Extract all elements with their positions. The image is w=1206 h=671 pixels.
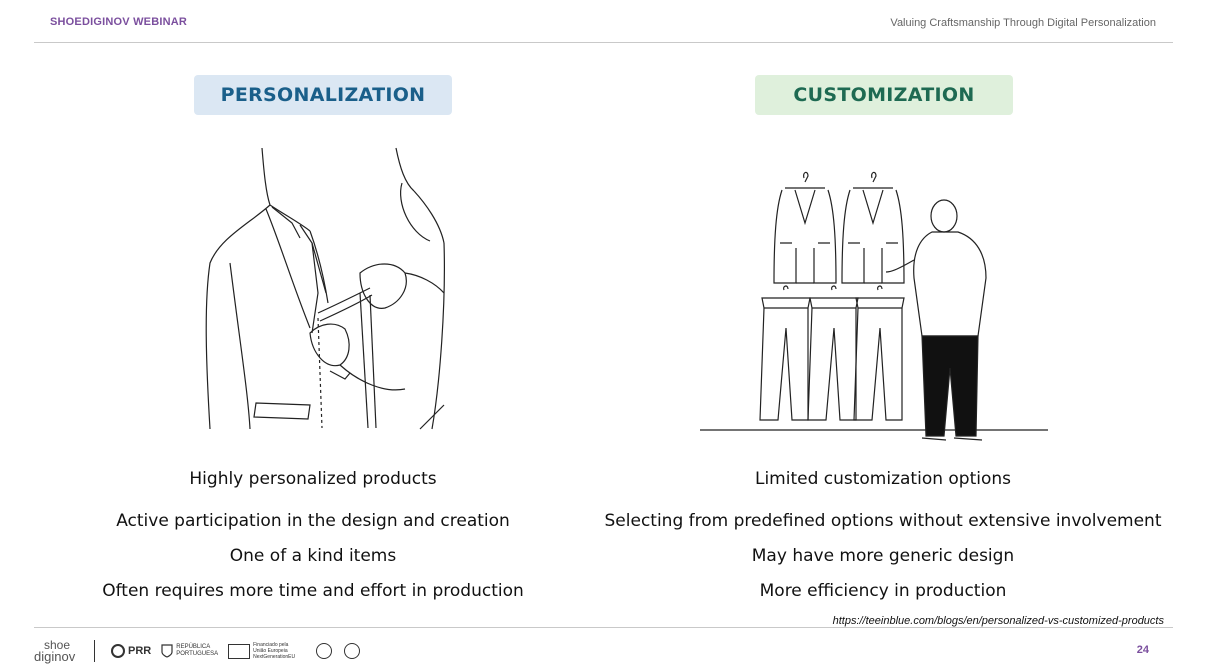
coat-of-arms-icon (161, 644, 173, 658)
left-item-4: Often requires more time and effort in production (102, 581, 524, 601)
trousers-3 (854, 286, 904, 420)
jacket-2 (842, 172, 904, 283)
right-item-3: May have more generic design (751, 546, 1015, 566)
trousers-1 (760, 286, 810, 420)
left-item-1: Highly personalized products (189, 469, 437, 489)
right-item-1: Limited customization options (754, 469, 1012, 489)
suit-selection-illustration (700, 168, 1050, 458)
webinar-title: SHOEDIGINOV WEBINAR (50, 16, 188, 28)
man-figure (886, 200, 986, 440)
eu-flag-icon (228, 644, 250, 659)
presentation-subtitle: Valuing Craftsmanship Through Digital Personalization (890, 17, 1156, 29)
shoediginov-logo: shoe diginov (34, 638, 76, 664)
header-divider (34, 42, 1173, 43)
source-link[interactable]: https://teeinblue.com/blogs/en/personalized-vs-customized-products (832, 615, 1164, 627)
personalization-heading: PERSONALIZATION (194, 75, 452, 115)
republica-logo: REPÚBLICA PORTUGUESA (161, 644, 218, 658)
right-item-2: Selecting from predefined options without extensive involvement (604, 511, 1162, 531)
right-item-4: More efficiency in production (759, 581, 1007, 601)
jacket-1 (774, 172, 836, 283)
page-number: 24 (1136, 644, 1149, 656)
customization-heading: CUSTOMIZATION (755, 75, 1013, 115)
prr-icon (111, 644, 125, 658)
partner-circle-logo-2 (343, 642, 361, 660)
partner-circle-logo-1 (315, 642, 333, 660)
left-item-2: Active participation in the design and creation (116, 511, 510, 531)
footer-logos (34, 636, 361, 666)
tailor-measuring-illustration (200, 143, 450, 433)
logo-divider (94, 640, 95, 662)
eu-funding-logo: Financiado pela União Europeia NextGenerationEU (228, 642, 295, 660)
left-item-3: One of a kind items (229, 546, 397, 566)
footer-divider (34, 627, 1173, 628)
trousers-2 (808, 286, 858, 420)
prr-logo: PRR (111, 644, 151, 658)
